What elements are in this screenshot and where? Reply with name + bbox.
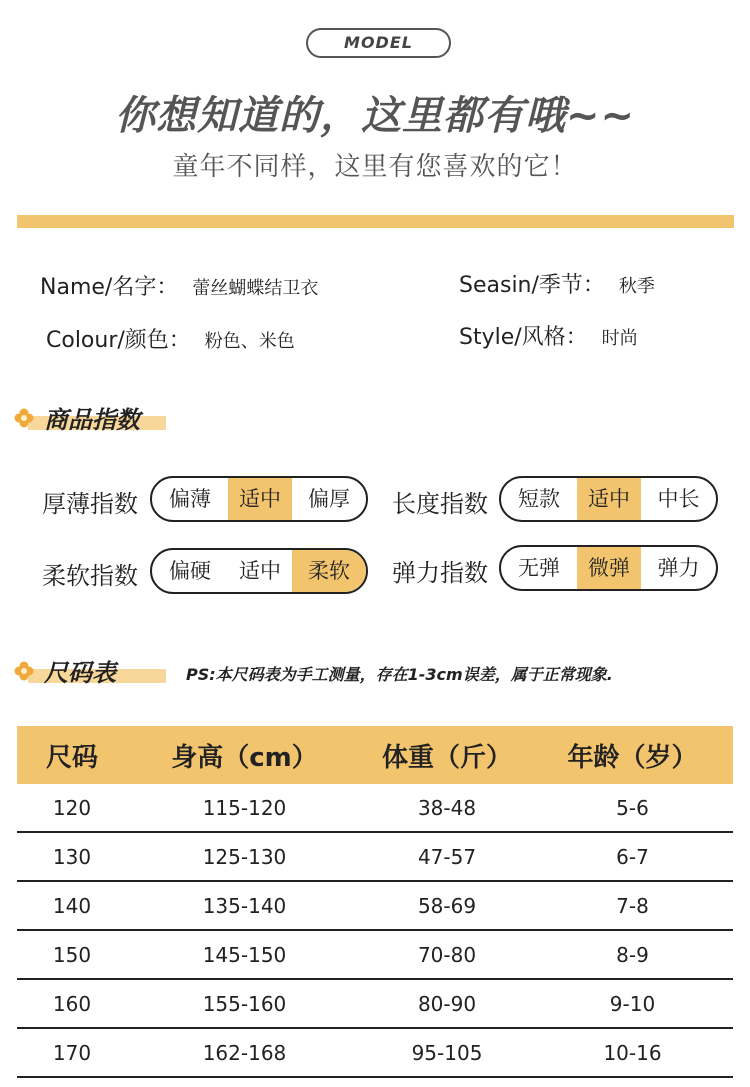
cell-size: 120 bbox=[52, 795, 92, 820]
info-season bbox=[459, 268, 655, 299]
header-weight: 体重（斤） bbox=[381, 742, 512, 773]
flower-icon bbox=[14, 661, 34, 681]
divider-bar bbox=[17, 215, 734, 228]
flower-icon bbox=[14, 408, 34, 428]
thickness-option-2: 适中 bbox=[228, 478, 292, 520]
thickness-option-3: 偏厚 bbox=[308, 487, 350, 511]
elasticity-index bbox=[499, 545, 718, 591]
cell-height: 155-160 bbox=[202, 991, 287, 1016]
info-colour-key: Colour/颜色： bbox=[46, 328, 191, 353]
cell-weight: 38-48 bbox=[417, 795, 477, 820]
cell-height: 162-168 bbox=[202, 1040, 287, 1065]
cell-height: 125-130 bbox=[202, 844, 287, 869]
section-title-text: 商品指数 bbox=[44, 406, 140, 434]
size-table bbox=[17, 726, 733, 1078]
elasticity-label: 弹力指数 bbox=[392, 559, 488, 587]
table-header bbox=[17, 726, 733, 784]
info-style bbox=[459, 320, 638, 351]
info-style-value: 时尚 bbox=[601, 328, 638, 349]
thickness-label: 厚薄指数 bbox=[42, 490, 138, 518]
thickness-index bbox=[150, 476, 368, 522]
cell-weight: 47-57 bbox=[417, 844, 477, 869]
section-size-chart bbox=[0, 655, 180, 685]
table-row bbox=[17, 882, 733, 931]
info-colour-value: 粉色、米色 bbox=[204, 331, 295, 352]
section-title-text: 尺码表 bbox=[44, 659, 116, 687]
info-season-value: 秋季 bbox=[618, 276, 655, 297]
section-product-index bbox=[0, 402, 200, 432]
info-style-key: Style/风格： bbox=[459, 325, 588, 350]
cell-height: 115-120 bbox=[202, 795, 287, 820]
softness-label: 柔软指数 bbox=[42, 562, 138, 590]
cell-age: 9-10 bbox=[609, 991, 656, 1016]
thickness-option-1: 偏薄 bbox=[169, 487, 211, 511]
length-option-1: 短款 bbox=[518, 487, 560, 511]
cell-age: 10-16 bbox=[603, 1040, 662, 1065]
cell-size: 170 bbox=[52, 1040, 92, 1065]
header-height: 身高（cm） bbox=[171, 742, 318, 773]
cell-size: 130 bbox=[52, 844, 92, 869]
cell-size: 140 bbox=[52, 893, 92, 918]
elasticity-option-1: 无弹 bbox=[518, 556, 560, 580]
cell-height: 145-150 bbox=[202, 942, 287, 967]
elasticity-option-3: 弹力 bbox=[657, 556, 700, 580]
table-row bbox=[17, 931, 733, 980]
cell-weight: 80-90 bbox=[417, 991, 477, 1016]
cell-age: 6-7 bbox=[616, 844, 649, 869]
length-index bbox=[499, 476, 718, 522]
elasticity-option-2: 微弹 bbox=[577, 547, 641, 589]
length-option-2: 适中 bbox=[577, 478, 641, 520]
cell-size: 150 bbox=[52, 942, 92, 967]
table-row bbox=[17, 833, 733, 882]
cell-weight: 95-105 bbox=[411, 1040, 483, 1065]
cell-age: 5-6 bbox=[616, 795, 649, 820]
page-subtitle: 童年不同样，这里有您喜欢的它！ bbox=[172, 152, 578, 182]
info-name-key: Name/名字： bbox=[40, 275, 179, 300]
info-name-value: 蕾丝蝴蝶结卫衣 bbox=[192, 278, 319, 299]
info-colour bbox=[46, 323, 295, 354]
softness-index bbox=[150, 548, 368, 594]
table-row bbox=[17, 1029, 733, 1078]
cell-weight: 70-80 bbox=[417, 942, 477, 967]
header-age: 年龄（岁） bbox=[567, 742, 698, 773]
cell-height: 135-140 bbox=[202, 893, 287, 918]
table-row bbox=[17, 980, 733, 1029]
info-name bbox=[40, 270, 318, 301]
softness-option-2: 适中 bbox=[239, 559, 281, 583]
cell-weight: 58-69 bbox=[417, 893, 477, 918]
size-chart-note: PS:本尺码表为手工测量，存在1-3cm误差，属于正常现象. bbox=[186, 665, 613, 684]
cell-size: 160 bbox=[52, 991, 92, 1016]
softness-option-1: 偏硬 bbox=[169, 559, 211, 583]
length-option-3: 中长 bbox=[657, 487, 700, 511]
header-size: 尺码 bbox=[45, 742, 98, 773]
table-row bbox=[17, 784, 733, 833]
model-badge: MODEL bbox=[306, 28, 451, 58]
page-headline: 你想知道的，这里都有哦~~ bbox=[114, 93, 636, 139]
length-label: 长度指数 bbox=[392, 490, 488, 518]
cell-age: 7-8 bbox=[616, 893, 649, 918]
cell-age: 8-9 bbox=[616, 942, 649, 967]
softness-option-3: 柔软 bbox=[292, 550, 366, 592]
info-season-key: Seasin/季节： bbox=[459, 273, 605, 298]
